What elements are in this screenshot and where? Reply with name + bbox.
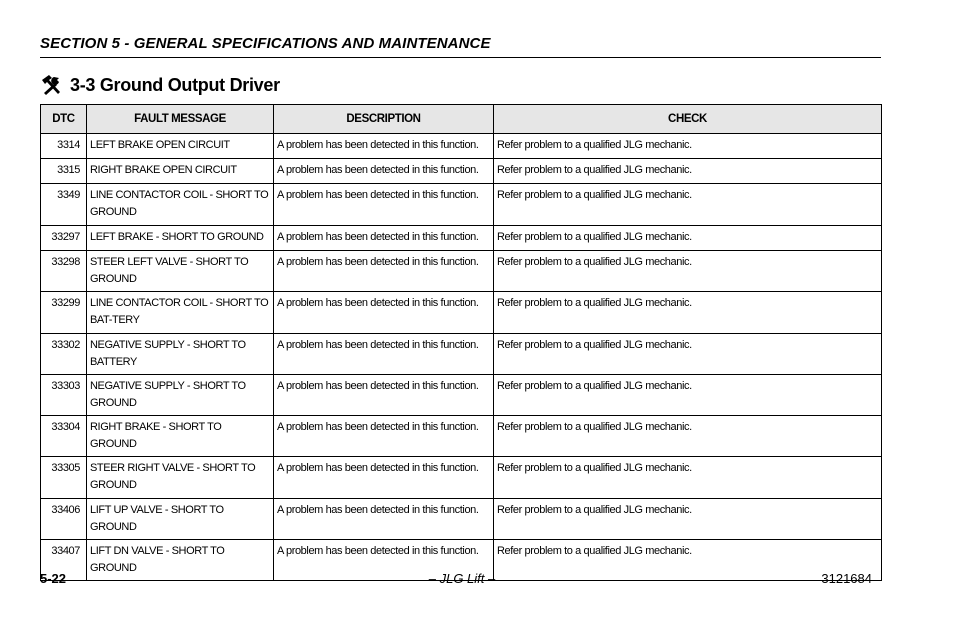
fault-message-cell: LIFT DN VALVE - SHORT TO GROUND <box>87 540 274 581</box>
page-title: 3-3 Ground Output Driver <box>70 74 280 95</box>
fault-message-cell: LINE CONTACTOR COIL - SHORT TO GROUND <box>87 184 274 226</box>
description-cell: A problem has been detected in this function. <box>274 226 494 251</box>
dtc-cell: 33297 <box>41 226 87 251</box>
document-number: 3121684 <box>821 571 872 586</box>
check-cell: Refer problem to a qualified JLG mechanic. <box>494 251 882 292</box>
section-header: SECTION 5 - GENERAL SPECIFICATIONS AND MAINTENANCE <box>40 35 491 52</box>
description-cell: A problem has been detected in this function. <box>274 499 494 540</box>
header-divider <box>40 57 881 58</box>
page-number: 5-22 <box>40 571 67 586</box>
check-cell: Refer problem to a qualified JLG mechanic. <box>494 292 882 334</box>
dtc-cell: 3315 <box>41 159 87 184</box>
fault-message-cell: RIGHT BRAKE OPEN CIRCUIT <box>87 159 274 184</box>
wrench-hammer-icon <box>40 74 64 96</box>
description-cell: A problem has been detected in this function. <box>274 375 494 416</box>
check-cell: Refer problem to a qualified JLG mechanic. <box>494 134 882 159</box>
table-row <box>41 416 882 457</box>
fault-message-cell: NEGATIVE SUPPLY - SHORT TO GROUND <box>87 375 274 416</box>
description-cell: A problem has been detected in this function. <box>274 416 494 457</box>
fault-message-cell: NEGATIVE SUPPLY - SHORT TO BATTERY <box>87 334 274 375</box>
table-row <box>41 457 882 499</box>
dtc-cell: 33303 <box>41 375 87 416</box>
description-cell: A problem has been detected in this function. <box>274 292 494 334</box>
table-row <box>41 251 882 292</box>
description-cell: A problem has been detected in this function. <box>274 184 494 226</box>
fault-message-cell: RIGHT BRAKE - SHORT TO GROUND <box>87 416 274 457</box>
dtc-cell: 33406 <box>41 499 87 540</box>
description-cell: A problem has been detected in this function. <box>274 334 494 375</box>
dtc-cell: 33298 <box>41 251 87 292</box>
check-cell: Refer problem to a qualified JLG mechanic. <box>494 184 882 226</box>
description-cell: A problem has been detected in this function. <box>274 159 494 184</box>
fault-message-cell: LIFT UP VALVE - SHORT TO GROUND <box>87 499 274 540</box>
page-title-row <box>40 73 280 97</box>
dtc-cell: 3349 <box>41 184 87 226</box>
dtc-cell: 33299 <box>41 292 87 334</box>
check-cell: Refer problem to a qualified JLG mechanic. <box>494 159 882 184</box>
dtc-cell: 33407 <box>41 540 87 581</box>
dtc-cell: 33302 <box>41 334 87 375</box>
footer-brand: – JLG Lift – <box>428 571 496 586</box>
check-cell: Refer problem to a qualified JLG mechanic. <box>494 416 882 457</box>
column-header-dtc: DTC <box>41 105 87 134</box>
table-row <box>41 159 882 184</box>
dtc-cell: 33305 <box>41 457 87 499</box>
column-header-fault-message: FAULT MESSAGE <box>87 105 274 134</box>
column-header-check: CHECK <box>494 105 882 134</box>
fault-message-cell: STEER LEFT VALVE - SHORT TO GROUND <box>87 251 274 292</box>
table-row <box>41 499 882 540</box>
description-cell: A problem has been detected in this function. <box>274 540 494 581</box>
table-row <box>41 134 882 159</box>
table-row <box>41 334 882 375</box>
check-cell: Refer problem to a qualified JLG mechanic. <box>494 334 882 375</box>
check-cell: Refer problem to a qualified JLG mechanic. <box>494 457 882 499</box>
column-header-description: DESCRIPTION <box>274 105 494 134</box>
fault-table <box>40 104 882 581</box>
table-header-row <box>41 105 882 134</box>
table-row <box>41 292 882 334</box>
check-cell: Refer problem to a qualified JLG mechanic. <box>494 375 882 416</box>
check-cell: Refer problem to a qualified JLG mechanic. <box>494 499 882 540</box>
check-cell: Refer problem to a qualified JLG mechanic. <box>494 540 882 581</box>
description-cell: A problem has been detected in this function. <box>274 251 494 292</box>
fault-message-cell: STEER RIGHT VALVE - SHORT TO GROUND <box>87 457 274 499</box>
fault-message-cell: LEFT BRAKE OPEN CIRCUIT <box>87 134 274 159</box>
description-cell: A problem has been detected in this function. <box>274 134 494 159</box>
fault-message-cell: LINE CONTACTOR COIL - SHORT TO BAT-TERY <box>87 292 274 334</box>
table-row <box>41 375 882 416</box>
dtc-cell: 33304 <box>41 416 87 457</box>
table-row <box>41 184 882 226</box>
check-cell: Refer problem to a qualified JLG mechanic. <box>494 226 882 251</box>
dtc-cell: 3314 <box>41 134 87 159</box>
fault-message-cell: LEFT BRAKE - SHORT TO GROUND <box>87 226 274 251</box>
table-row <box>41 226 882 251</box>
description-cell: A problem has been detected in this function. <box>274 457 494 499</box>
